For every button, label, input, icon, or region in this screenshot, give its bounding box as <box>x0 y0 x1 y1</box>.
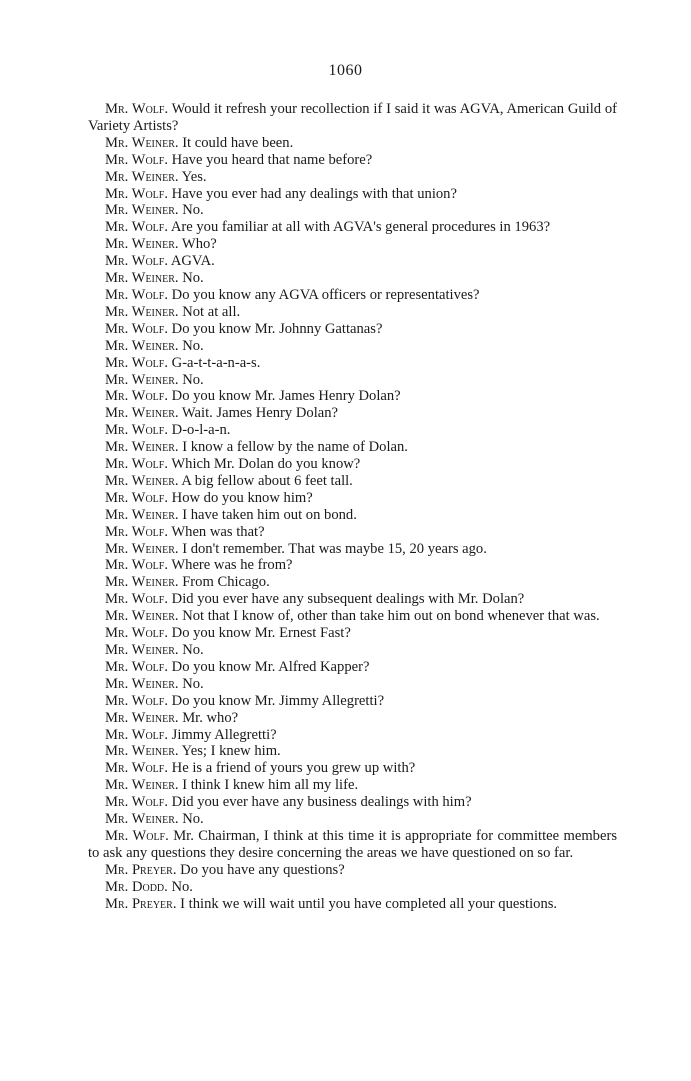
speech-text: Would it refresh your recollection if I said it was AGVA, American Guild of Variety Artists? <box>88 101 617 134</box>
transcript-paragraph <box>88 388 617 405</box>
transcript-paragraph <box>88 541 617 558</box>
speech-text: Where was he from? <box>168 557 293 574</box>
transcript-paragraph <box>88 557 617 574</box>
speaker-name: Mr. Weiner. <box>105 270 179 287</box>
speech-text: Did you ever have any subsequent dealings with Mr. Dolan? <box>168 591 525 608</box>
speaker-name: Mr. Weiner. <box>105 506 179 523</box>
transcript-paragraph <box>88 456 617 473</box>
transcript-paragraph <box>88 202 617 219</box>
speech-text: Do you have any questions? <box>176 861 345 878</box>
transcript-paragraph <box>88 693 617 710</box>
speech-text: No. <box>178 642 204 658</box>
transcript-paragraph <box>88 727 617 744</box>
transcript-paragraph <box>88 270 617 287</box>
speech-text: I think I knew him all my life. <box>178 777 359 794</box>
transcript-paragraph <box>88 507 617 524</box>
speech-text: Did you ever have any business dealings with him? <box>168 794 472 811</box>
speech-text: It could have been. <box>178 134 294 151</box>
speaker-name: Mr. Weiner. <box>105 168 179 185</box>
speech-text: Do you know Mr. Johnny Gattanas? <box>168 320 383 337</box>
speaker-name: Mr. Wolf. <box>105 320 168 337</box>
transcript-paragraph <box>88 287 617 304</box>
transcript-paragraph <box>88 135 617 152</box>
speaker-name: Mr. Weiner. <box>105 675 179 692</box>
transcript-paragraph <box>88 608 617 625</box>
hearing-transcript <box>88 101 617 913</box>
transcript-paragraph <box>88 219 617 236</box>
speaker-name: Mr. Preyer. <box>105 861 177 878</box>
transcript-paragraph <box>88 304 617 321</box>
speech-text: When was that? <box>168 523 265 540</box>
speaker-name: Mr. Wolf. <box>105 827 169 844</box>
transcript-paragraph <box>88 253 617 270</box>
speaker-name: Mr. Wolf. <box>105 219 168 236</box>
speech-text: Have you heard that name before? <box>168 151 373 168</box>
speaker-name: Mr. Weiner. <box>105 608 179 625</box>
speaker-name: Mr. Weiner. <box>105 371 179 388</box>
speech-text: Have you ever had any dealings with that union? <box>168 185 457 202</box>
speaker-name: Mr. Wolf. <box>105 286 168 303</box>
speech-text: Are you familiar at all with AGVA's general procedures in 1963? <box>168 219 551 236</box>
speech-text: Mr. who? <box>178 709 239 726</box>
speaker-name: Mr. Weiner. <box>105 405 179 422</box>
speaker-name: Mr. Wolf. <box>105 523 168 540</box>
transcript-paragraph <box>88 659 617 676</box>
speech-text: Not at all. <box>178 303 241 320</box>
speech-text: Mr. Chairman, I think at this time it is appropriate for committee members to ask any questions they desire concerning the areas we have questioned on so far. <box>88 827 617 861</box>
speech-text: Yes. <box>178 168 207 185</box>
transcript-paragraph <box>88 169 617 186</box>
speaker-name: Mr. Weiner. <box>105 337 179 354</box>
speaker-name: Mr. Weiner. <box>105 777 179 794</box>
transcript-paragraph <box>88 355 617 372</box>
page-number: 1060 <box>328 62 363 79</box>
speech-text: Do you know Mr. James Henry Dolan? <box>168 388 401 405</box>
speech-text: Wait. James Henry Dolan? <box>178 405 338 422</box>
speaker-name: Mr. Wolf. <box>105 760 168 777</box>
speaker-name: Mr. Weiner. <box>105 134 179 151</box>
speech-text: No. <box>178 270 204 287</box>
transcript-paragraph <box>88 710 617 727</box>
speech-text: How do you know him? <box>168 489 313 506</box>
transcript-paragraph <box>88 101 617 135</box>
speaker-name: Mr. Wolf. <box>105 456 168 473</box>
speaker-name: Mr. Weiner. <box>105 472 179 489</box>
speaker-name: Mr. Weiner. <box>105 574 179 591</box>
speaker-name: Mr. Wolf. <box>105 185 168 202</box>
speaker-name: Mr. Wolf. <box>105 625 168 642</box>
speaker-name: Mr. Wolf. <box>105 692 168 709</box>
transcript-paragraph <box>88 524 617 541</box>
speech-text: No. <box>178 675 204 692</box>
speech-text: Do you know Mr. Ernest Fast? <box>168 625 351 642</box>
transcript-paragraph <box>88 439 617 456</box>
speaker-name: Mr. Weiner. <box>105 439 179 456</box>
speech-text: No. <box>178 337 204 354</box>
speaker-name: Mr. Wolf. <box>105 253 168 270</box>
transcript-paragraph <box>88 338 617 355</box>
transcript-paragraph <box>88 574 617 591</box>
speech-text: I don't remember. That was maybe 15, 20 years ago. <box>178 540 487 557</box>
transcript-paragraph <box>88 372 617 389</box>
transcript-paragraph <box>88 760 617 777</box>
transcript-paragraph <box>88 794 617 811</box>
transcript-paragraph <box>88 896 617 913</box>
speech-text: Not that I know of, other than take him out on bond whenever that was. <box>178 608 600 625</box>
speaker-name: Mr. Weiner. <box>105 811 179 828</box>
speech-text: Yes; I knew him. <box>178 743 281 760</box>
speech-text: Do you know any AGVA officers or representatives? <box>168 286 480 303</box>
transcript-paragraph <box>88 405 617 422</box>
speaker-name: Mr. Dodd. <box>105 878 168 895</box>
transcript-paragraph <box>88 490 617 507</box>
speech-text: No. <box>167 878 193 895</box>
speaker-name: Mr. Wolf. <box>105 388 168 405</box>
speech-text: From Chicago. <box>178 574 270 591</box>
speaker-name: Mr. Wolf. <box>105 151 168 168</box>
transcript-paragraph <box>88 186 617 203</box>
speech-text: Jimmy Allegretti? <box>168 726 277 743</box>
speaker-name: Mr. Weiner. <box>105 743 179 760</box>
transcript-paragraph <box>88 422 617 439</box>
speech-text: Who? <box>178 236 217 253</box>
speech-text: I have taken him out on bond. <box>178 506 357 523</box>
speaker-name: Mr. Wolf. <box>105 101 169 117</box>
transcript-paragraph <box>88 236 617 253</box>
transcript-paragraph <box>88 811 617 828</box>
speech-text: AGVA. <box>168 253 215 270</box>
speaker-name: Mr. Wolf. <box>105 658 168 675</box>
speech-text: Do you know Mr. Jimmy Allegretti? <box>168 692 385 709</box>
speech-text: D-o-l-a-n. <box>168 422 231 439</box>
speech-text: Do you know Mr. Alfred Kapper? <box>168 658 370 675</box>
transcript-paragraph <box>88 743 617 760</box>
speech-text: Which Mr. Dolan do you know? <box>168 456 361 473</box>
transcript-paragraph <box>88 591 617 608</box>
speaker-name: Mr. Weiner. <box>105 236 179 253</box>
speaker-name: Mr. Weiner. <box>105 642 179 658</box>
transcript-paragraph <box>88 879 617 896</box>
speaker-name: Mr. Weiner. <box>105 540 179 557</box>
speaker-name: Mr. Wolf. <box>105 591 168 608</box>
transcript-paragraph <box>88 642 617 659</box>
speech-text: No. <box>178 371 204 388</box>
transcript-paragraph <box>88 862 617 879</box>
speech-text: No. <box>178 202 204 219</box>
speaker-name: Mr. Wolf. <box>105 794 168 811</box>
speech-text: He is a friend of yours you grew up with? <box>168 760 416 777</box>
transcript-paragraph <box>88 777 617 794</box>
speech-text: G-a-t-t-a-n-a-s. <box>168 354 261 371</box>
transcript-paragraph <box>88 473 617 490</box>
speaker-name: Mr. Wolf. <box>105 489 168 506</box>
transcript-paragraph <box>88 152 617 169</box>
transcript-paragraph <box>88 321 617 338</box>
speaker-name: Mr. Wolf. <box>105 726 168 743</box>
speech-text: I think we will wait until you have completed all your questions. <box>176 895 558 912</box>
speaker-name: Mr. Wolf. <box>105 557 168 574</box>
speaker-name: Mr. Wolf. <box>105 422 168 439</box>
transcript-paragraph <box>88 828 617 862</box>
speaker-name: Mr. Preyer. <box>105 895 177 912</box>
speaker-name: Mr. Wolf. <box>105 354 168 371</box>
speaker-name: Mr. Weiner. <box>105 303 179 320</box>
speech-text: A big fellow about 6 feet tall. <box>178 472 353 489</box>
transcript-paragraph <box>88 625 617 642</box>
speech-text: No. <box>178 811 204 828</box>
speaker-name: Mr. Weiner. <box>105 709 179 726</box>
transcript-paragraph <box>88 676 617 693</box>
speech-text: I know a fellow by the name of Dolan. <box>178 439 408 456</box>
speaker-name: Mr. Weiner. <box>105 202 179 219</box>
